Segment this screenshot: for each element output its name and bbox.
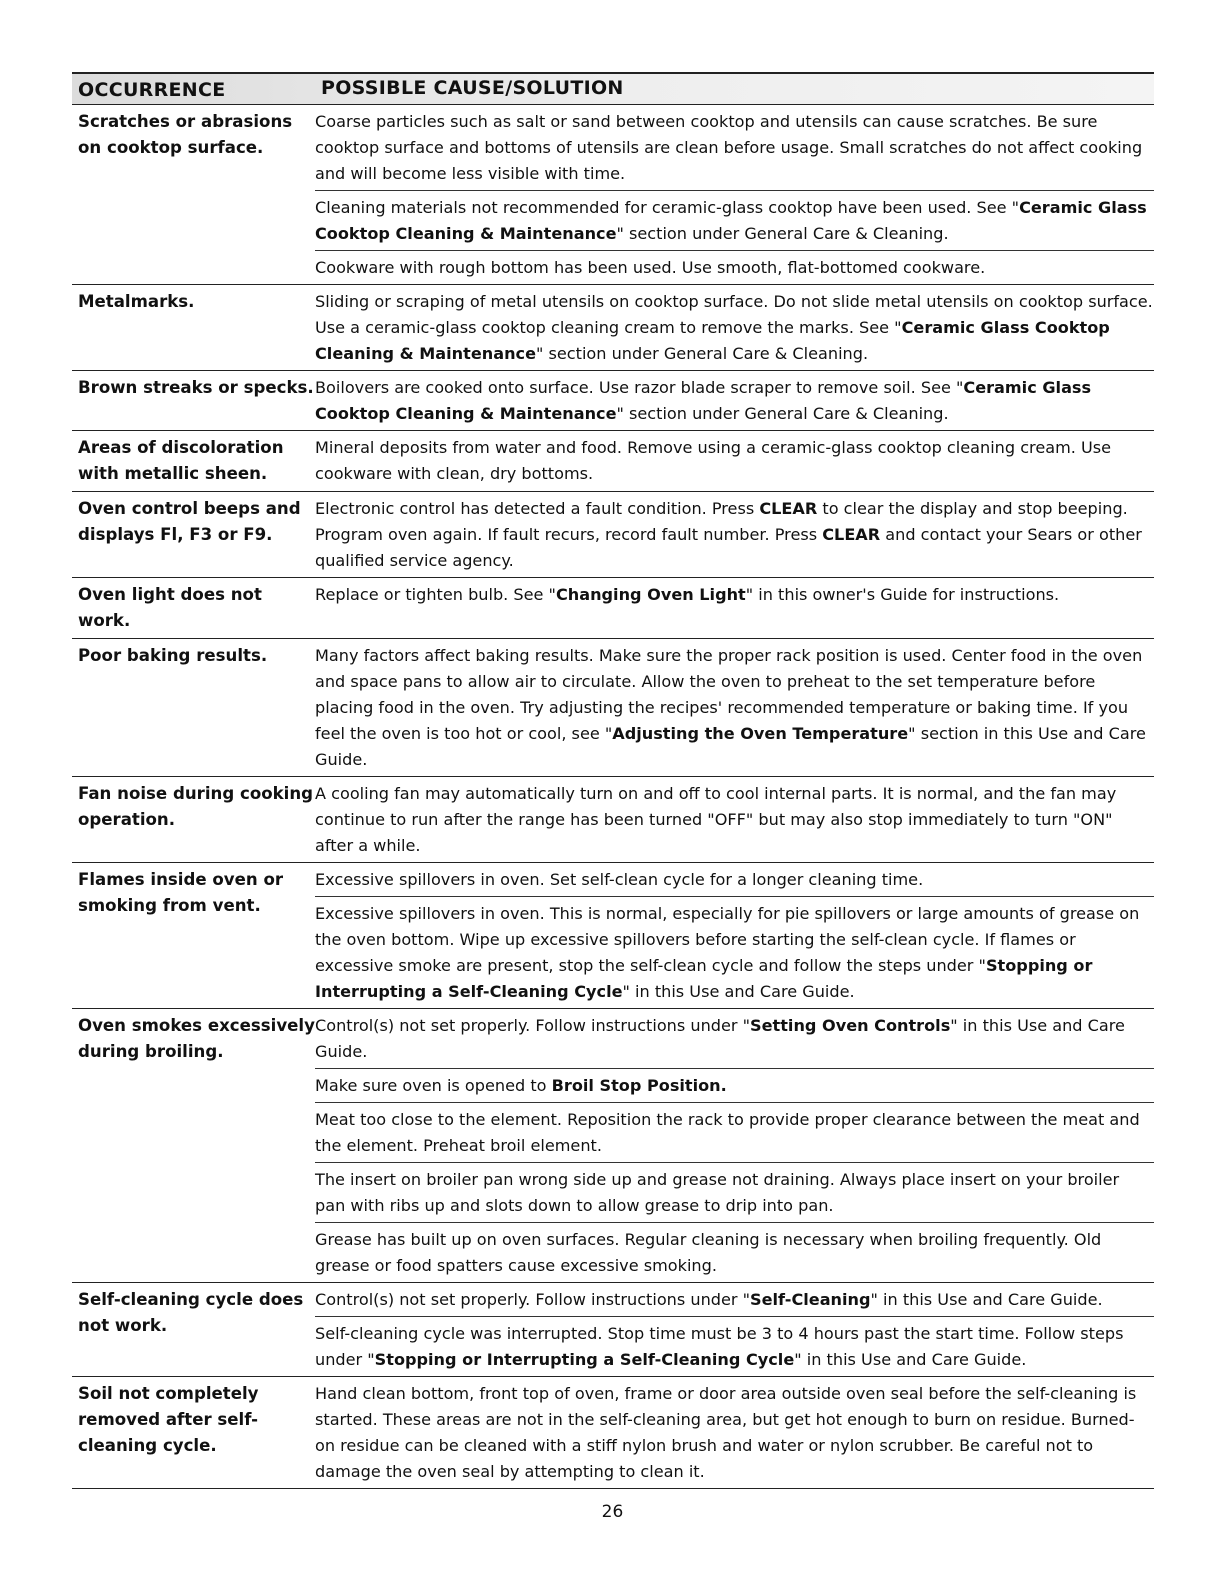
table-row	[72, 105, 1154, 285]
cause-entry	[315, 1009, 1154, 1069]
cause-text: to clear the display and stop beeping. Program oven again. If fault recurs, record fault number. Press	[315, 499, 1128, 544]
cause-cell	[315, 777, 1154, 862]
cause-text: Control(s) not set properly. Follow instructions under "	[315, 1016, 751, 1035]
cause-entry	[315, 777, 1154, 862]
cause-text: and contact your Sears or other qualified service agency.	[315, 525, 1142, 570]
table-body	[72, 105, 1154, 1489]
cause-cell	[315, 639, 1154, 776]
cause-text: Make sure oven is opened to	[315, 1076, 552, 1095]
cause-entry	[315, 863, 1154, 897]
table-row	[72, 1283, 1154, 1377]
cause-entry	[315, 371, 1154, 430]
cause-text: " section in this Use and Care Guide.	[315, 724, 1146, 769]
cause-cell	[315, 1283, 1154, 1376]
cause-text: " in this Use and Care Guide.	[870, 1290, 1103, 1309]
table-row	[72, 371, 1154, 431]
cause-emphasis-text: Broil Stop Position.	[551, 1076, 727, 1095]
cause-emphasis-text: Setting Oven Controls	[750, 1016, 951, 1035]
cause-entry	[315, 639, 1154, 776]
cause-text: " in this owner's Guide for instructions.	[745, 585, 1060, 604]
cause-text: Mineral deposits from water and food. Remove using a ceramic-glass cooktop cleaning cream. Use cookware with clean, dry bottoms.	[315, 438, 1112, 483]
cause-emphasis-text: Adjusting the Oven Temperature	[612, 724, 909, 743]
cause-entry	[315, 1163, 1154, 1223]
page-number: 26	[601, 1502, 624, 1522]
cause-text: Hand clean bottom, front top of oven, frame or door area outside oven seal before the self-cleaning is started. These areas are not in the self-cleaning area, but get hot enough to burn on residue. Burned-on residue can be cleaned with a stiff nylon brush and water or nylon scrubber. Be careful not to damage the oven seal by attempting to clean it.	[315, 1384, 1137, 1481]
cause-cell	[315, 285, 1154, 370]
table-row	[72, 863, 1154, 1009]
cause-emphasis-text: Stopping or Interrupting a Self-Cleaning Cycle	[374, 1350, 795, 1369]
cause-entry	[315, 251, 1154, 284]
cause-cell	[315, 431, 1154, 491]
cause-text: Control(s) not set properly. Follow instructions under "	[315, 1290, 751, 1309]
cause-emphasis-text: Ceramic Glass Cooktop Cleaning & Maintenance	[315, 198, 1147, 243]
cause-entry	[315, 1103, 1154, 1163]
cause-emphasis-text: CLEAR	[822, 525, 881, 544]
table-row	[72, 431, 1154, 492]
table-row	[72, 578, 1154, 639]
cause-entry	[315, 1317, 1154, 1376]
cause-entry	[315, 897, 1154, 1008]
cause-entry	[315, 1223, 1154, 1282]
troubleshooting-table	[72, 72, 1154, 1489]
cause-entry	[315, 1377, 1154, 1488]
cause-text: Replace or tighten bulb. See "	[315, 585, 556, 604]
cause-column-header: POSSIBLE CAUSE/SOLUTION	[321, 77, 624, 99]
cause-entry	[315, 431, 1154, 490]
cause-text: " in this Use and Care Guide.	[794, 1350, 1027, 1369]
occurrence-cell: Brown streaks or specks.	[78, 378, 314, 397]
cause-cell	[315, 492, 1154, 577]
occurrence-cell: Areas of discoloration with metallic sheen.	[78, 438, 284, 483]
cause-cell	[315, 105, 1154, 284]
table-row	[72, 777, 1154, 863]
occurrence-cell: Oven control beeps and displays Fl, F3 or F9.	[78, 499, 301, 544]
cause-text: Boilovers are cooked onto surface. Use razor blade scraper to remove soil. See "	[315, 378, 964, 397]
occurrence-cell: Poor baking results.	[78, 646, 268, 665]
cause-cell	[315, 371, 1154, 430]
cause-text: Electronic control has detected a fault condition. Press	[315, 499, 760, 518]
table-row	[72, 492, 1154, 578]
table-row	[72, 639, 1154, 777]
occurrence-cell: Scratches or abrasions on cooktop surface.	[78, 112, 293, 157]
cause-text: Meat too close to the element. Reposition the rack to provide proper clearance between the meat and the element. Preheat broil element.	[315, 1110, 1140, 1155]
cause-emphasis-text: Ceramic Glass Cooktop Cleaning & Maintenance	[315, 378, 1092, 423]
cause-text: A cooling fan may automatically turn on and off to cool internal parts. It is normal, and the fan may continue to run after the range has been turned "OFF" but may also stop immediately to turn "ON" after a while.	[315, 784, 1117, 855]
table-row	[72, 1377, 1154, 1489]
occurrence-column-header: OCCURRENCE	[78, 79, 226, 101]
cause-cell	[315, 1009, 1154, 1282]
cause-cell	[315, 578, 1154, 638]
cause-text: " section under General Care & Cleaning.	[535, 344, 869, 363]
table-row	[72, 285, 1154, 371]
cause-entry	[315, 578, 1154, 611]
cause-text: " section under General Care & Cleaning.	[616, 224, 949, 243]
cause-emphasis-text: Self-Cleaning	[750, 1290, 871, 1309]
cause-cell	[315, 863, 1154, 1008]
occurrence-cell: Metalmarks.	[78, 292, 195, 311]
cause-text: Coarse particles such as salt or sand between cooktop and utensils can cause scratches. Be sure cooktop surface and bottoms of utensils are clean before usage. Small scratches do not affect cooking and will become less visible with time.	[315, 112, 1143, 183]
occurrence-cell: Soil not completely removed after self-cleaning cycle.	[78, 1384, 259, 1455]
table-header	[72, 72, 1154, 105]
cause-text: Excessive spillovers in oven. Set self-clean cycle for a longer cleaning time.	[315, 870, 924, 889]
occurrence-cell: Fan noise during cooking operation.	[78, 784, 314, 829]
cause-emphasis-text: Changing Oven Light	[555, 585, 746, 604]
occurrence-cell: Oven light does not work.	[78, 585, 262, 630]
table-row	[72, 1009, 1154, 1283]
cause-text: Self-cleaning cycle was interrupted. Stop time must be 3 to 4 hours past the start time. Follow steps under "	[315, 1324, 1124, 1369]
cause-text: " in this Use and Care Guide.	[622, 982, 855, 1001]
cause-text: Excessive spillovers in oven. This is normal, especially for pie spillovers or large amounts of grease on the oven bottom. Wipe up excessive spillovers before starting the self-clean cycle. If flames or excessive smoke are present, stop the self-clean cycle and follow the steps under "	[315, 904, 1140, 975]
cause-text: Many factors affect baking results. Make sure the proper rack position is used. Center food in the oven and space pans to allow air to circulate. Allow the oven to preheat to the set temperature before placing food in the oven. Try adjusting the recipes' recommended temperature or baking time. If you feel the oven is too hot or cool, see "	[315, 646, 1143, 743]
cause-emphasis-text: CLEAR	[759, 499, 818, 518]
cause-text: " section under General Care & Cleaning.	[616, 404, 949, 423]
occurrence-cell: Self-cleaning cycle does not work.	[78, 1290, 304, 1335]
cause-emphasis-text: Stopping or Interrupting a Self-Cleaning Cycle	[315, 956, 1093, 1001]
occurrence-cell: Oven smokes excessively during broiling.	[78, 1016, 315, 1061]
cause-text: Grease has built up on oven surfaces. Regular cleaning is necessary when broiling frequently. Old grease or food spatters cause excessive smoking.	[315, 1230, 1102, 1275]
cause-entry	[315, 1283, 1154, 1317]
cause-entry	[315, 105, 1154, 191]
cause-text: The insert on broiler pan wrong side up and grease not draining. Always place insert on your broiler pan with ribs up and slots down to allow grease to drip into pan.	[315, 1170, 1120, 1215]
cause-entry	[315, 1069, 1154, 1103]
occurrence-cell: Flames inside oven or smoking from vent.	[78, 870, 284, 915]
cause-entry	[315, 492, 1154, 577]
cause-emphasis-text: Ceramic Glass Cooktop Cleaning & Maintenance	[315, 318, 1110, 363]
cause-entry	[315, 285, 1154, 370]
cause-cell	[315, 1377, 1154, 1488]
cause-text: Cleaning materials not recommended for ceramic-glass cooktop have been used. See "	[315, 198, 1020, 217]
cause-text: Cookware with rough bottom has been used. Use smooth, flat-bottomed cookware.	[315, 258, 986, 277]
cause-text: " in this Use and Care Guide.	[315, 1016, 1125, 1061]
cause-entry	[315, 191, 1154, 251]
cause-text: Sliding or scraping of metal utensils on cooktop surface. Do not slide metal utensils on cooktop surface. Use a ceramic-glass cooktop cleaning cream to remove the marks. See "	[315, 292, 1153, 337]
